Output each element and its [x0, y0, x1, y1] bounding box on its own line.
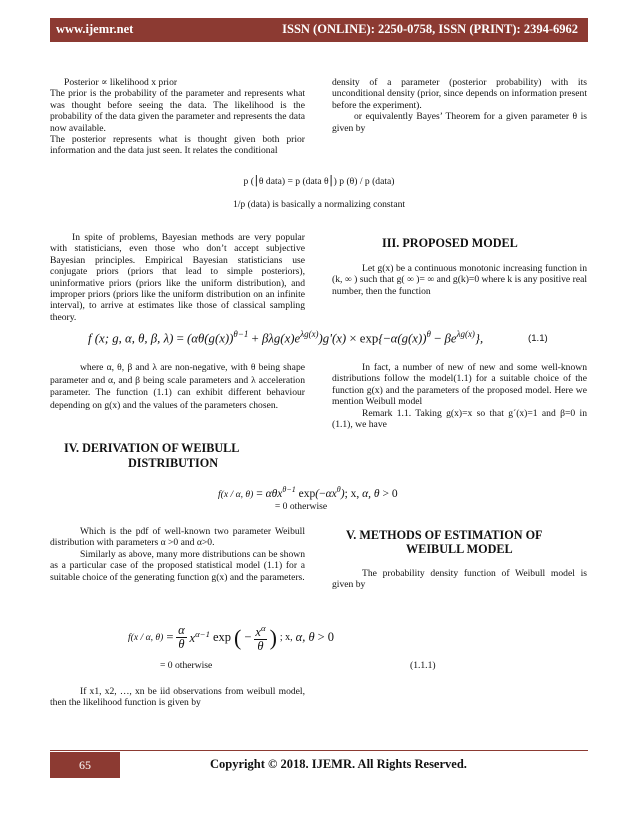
bayes-formula: p (⎮θ data) = p (data θ⎮) p (θ) / p (data) — [243, 176, 395, 187]
journal-issn: ISSN (ONLINE): 2250-0758, ISSN (PRINT): 2394-6962 — [282, 22, 578, 36]
section-3-heading: III. PROPOSED MODEL — [382, 236, 518, 250]
bayesian-methods-paragraph: In spite of problems, Bayesian methods are very popular with statisticians, even those who don’t accept subjective Bayesian principles. Empirical Bayesian statisticians use conjugate priors (priors that lead to simple posteriors), uninformative priors (priors like the uniform distribution), and improper priors (priors like the uniform distribution on an infinite interval), to arrive at estimates like those of classical sampling theory. — [50, 232, 305, 323]
left-top-text — [50, 77, 305, 157]
section-3-text — [332, 263, 587, 297]
distributions-text: In fact, a number of new of new and some well-known distributions follow the model(1.1) for a suitable choice of the function g(x) and the parameters of the proposed model. Here we mention Weibull model — [332, 362, 587, 408]
posterior-proportional: Posterior ∝ likelihood x prior — [64, 77, 178, 88]
weibull-pdf-equation: f(x / α, θ) = αθx$^{\theta-1}$ $\exp(-\alpha x^\theta)$; x, α, θ > 0 — [218, 485, 398, 500]
page-number: 65 — [50, 752, 120, 778]
right-top-text — [332, 77, 587, 134]
weibull-pdf-otherwise: = 0 otherwise — [274, 501, 328, 512]
likelihood-intro: If x1, x2, …, xn be iid observations from weibull model, then the likelihood function is given by — [50, 686, 305, 709]
posterior-explanation: The posterior represents what is thought given both prior information and the data just seen. It relates the conditional — [50, 134, 305, 157]
equation-1-1-1-label: (1.1.1) — [410, 660, 436, 671]
equation-1-1-label: (1.1) — [528, 333, 548, 344]
left-low-text — [50, 362, 305, 412]
likelihood-text — [50, 686, 305, 709]
journal-website: www.ijemr.net — [56, 22, 134, 36]
section-5-heading-line2: WEIBULL MODEL — [406, 542, 513, 556]
section-5-heading-line1: V. METHODS OF ESTIMATION OF — [346, 528, 543, 542]
left-bottom-text — [50, 526, 305, 583]
journal-header-bar — [50, 18, 588, 42]
weibull-pdf-equation-2: f(x / α, θ) = $\frac{\alpha}{\theta}$ $x^{\alpha-1}$ exp ( − $\frac{x^\alpha}{\theta}$ ) ; x, α, θ > 0 — [128, 623, 335, 654]
equation-1-1: f (x; g, α, θ, β, $\lambda) = (\alpha\theta(g(x))^{\theta-1} + \beta\lambda g(x)e^{\lambda g(x)})g'(x) \times \exp\{-\alpha(g(x))^\theta - \beta e^{\lambda g(x)}\}$, — [88, 329, 484, 346]
gx-definition: Let g(x) be a continuous monotonic increasing function in (k, ∞ ) such that g( ∞ )= ∞ and g(k)=0 where k is any positive real number, then the function — [332, 263, 587, 297]
parameter-description: where α, θ, β and λ are non-negative, with θ being shape parameter and α, and β being scale parameters and λ acceleration parameter. The function (1.1) can exhibit different behaviour depending on g(x) and the values of the parameters chosen. — [50, 362, 305, 411]
normalizing-note: 1/p (data) is basically a normalizing constant — [232, 199, 406, 210]
remark-1-1: Remark 1.1. Taking g(x)=x so that g´(x)=1 and β=0 in (1.1), we have — [332, 407, 587, 431]
footer-rule — [50, 750, 588, 751]
weibull-pdf-note: Which is the pdf of well-known two parameter Weibull distribution with parameters α >0 and α>0. — [50, 526, 305, 549]
weibull-pdf-intro: The probability density function of Weibull model is given by — [332, 568, 587, 591]
section-4-heading-line2: DISTRIBUTION — [128, 456, 219, 470]
particular-cases-text: Similarly as above, many more distributions can be shown as a particular case of the proposed statistical model (1.1) for a suitable choice of the generating function g(x) and the parameters. — [50, 548, 305, 583]
weibull-pdf-2-otherwise: = 0 otherwise — [160, 660, 213, 671]
section-4-heading-line1: IV. DERIVATION OF WEIBULL — [64, 441, 240, 455]
right-low-text — [332, 362, 587, 430]
copyright-text: Copyright © 2018. IJEMR. All Rights Reserved. — [210, 757, 467, 771]
bayes-intro: or equivalently Bayes’ Theorem for a given parameter θ is given by — [332, 111, 587, 134]
density-text: density of a parameter (posterior probability) with its unconditional density (prior, since depends on information present before the experiment). — [332, 77, 587, 111]
prior-explanation: The prior is the probability of the parameter and represents what was thought before seeing the data. The likelihood is the probability of the data given the parameter and represents the data now available. — [50, 88, 305, 134]
left-mid-text — [50, 232, 305, 323]
section-5-text — [332, 568, 587, 591]
page-footer — [50, 752, 588, 778]
